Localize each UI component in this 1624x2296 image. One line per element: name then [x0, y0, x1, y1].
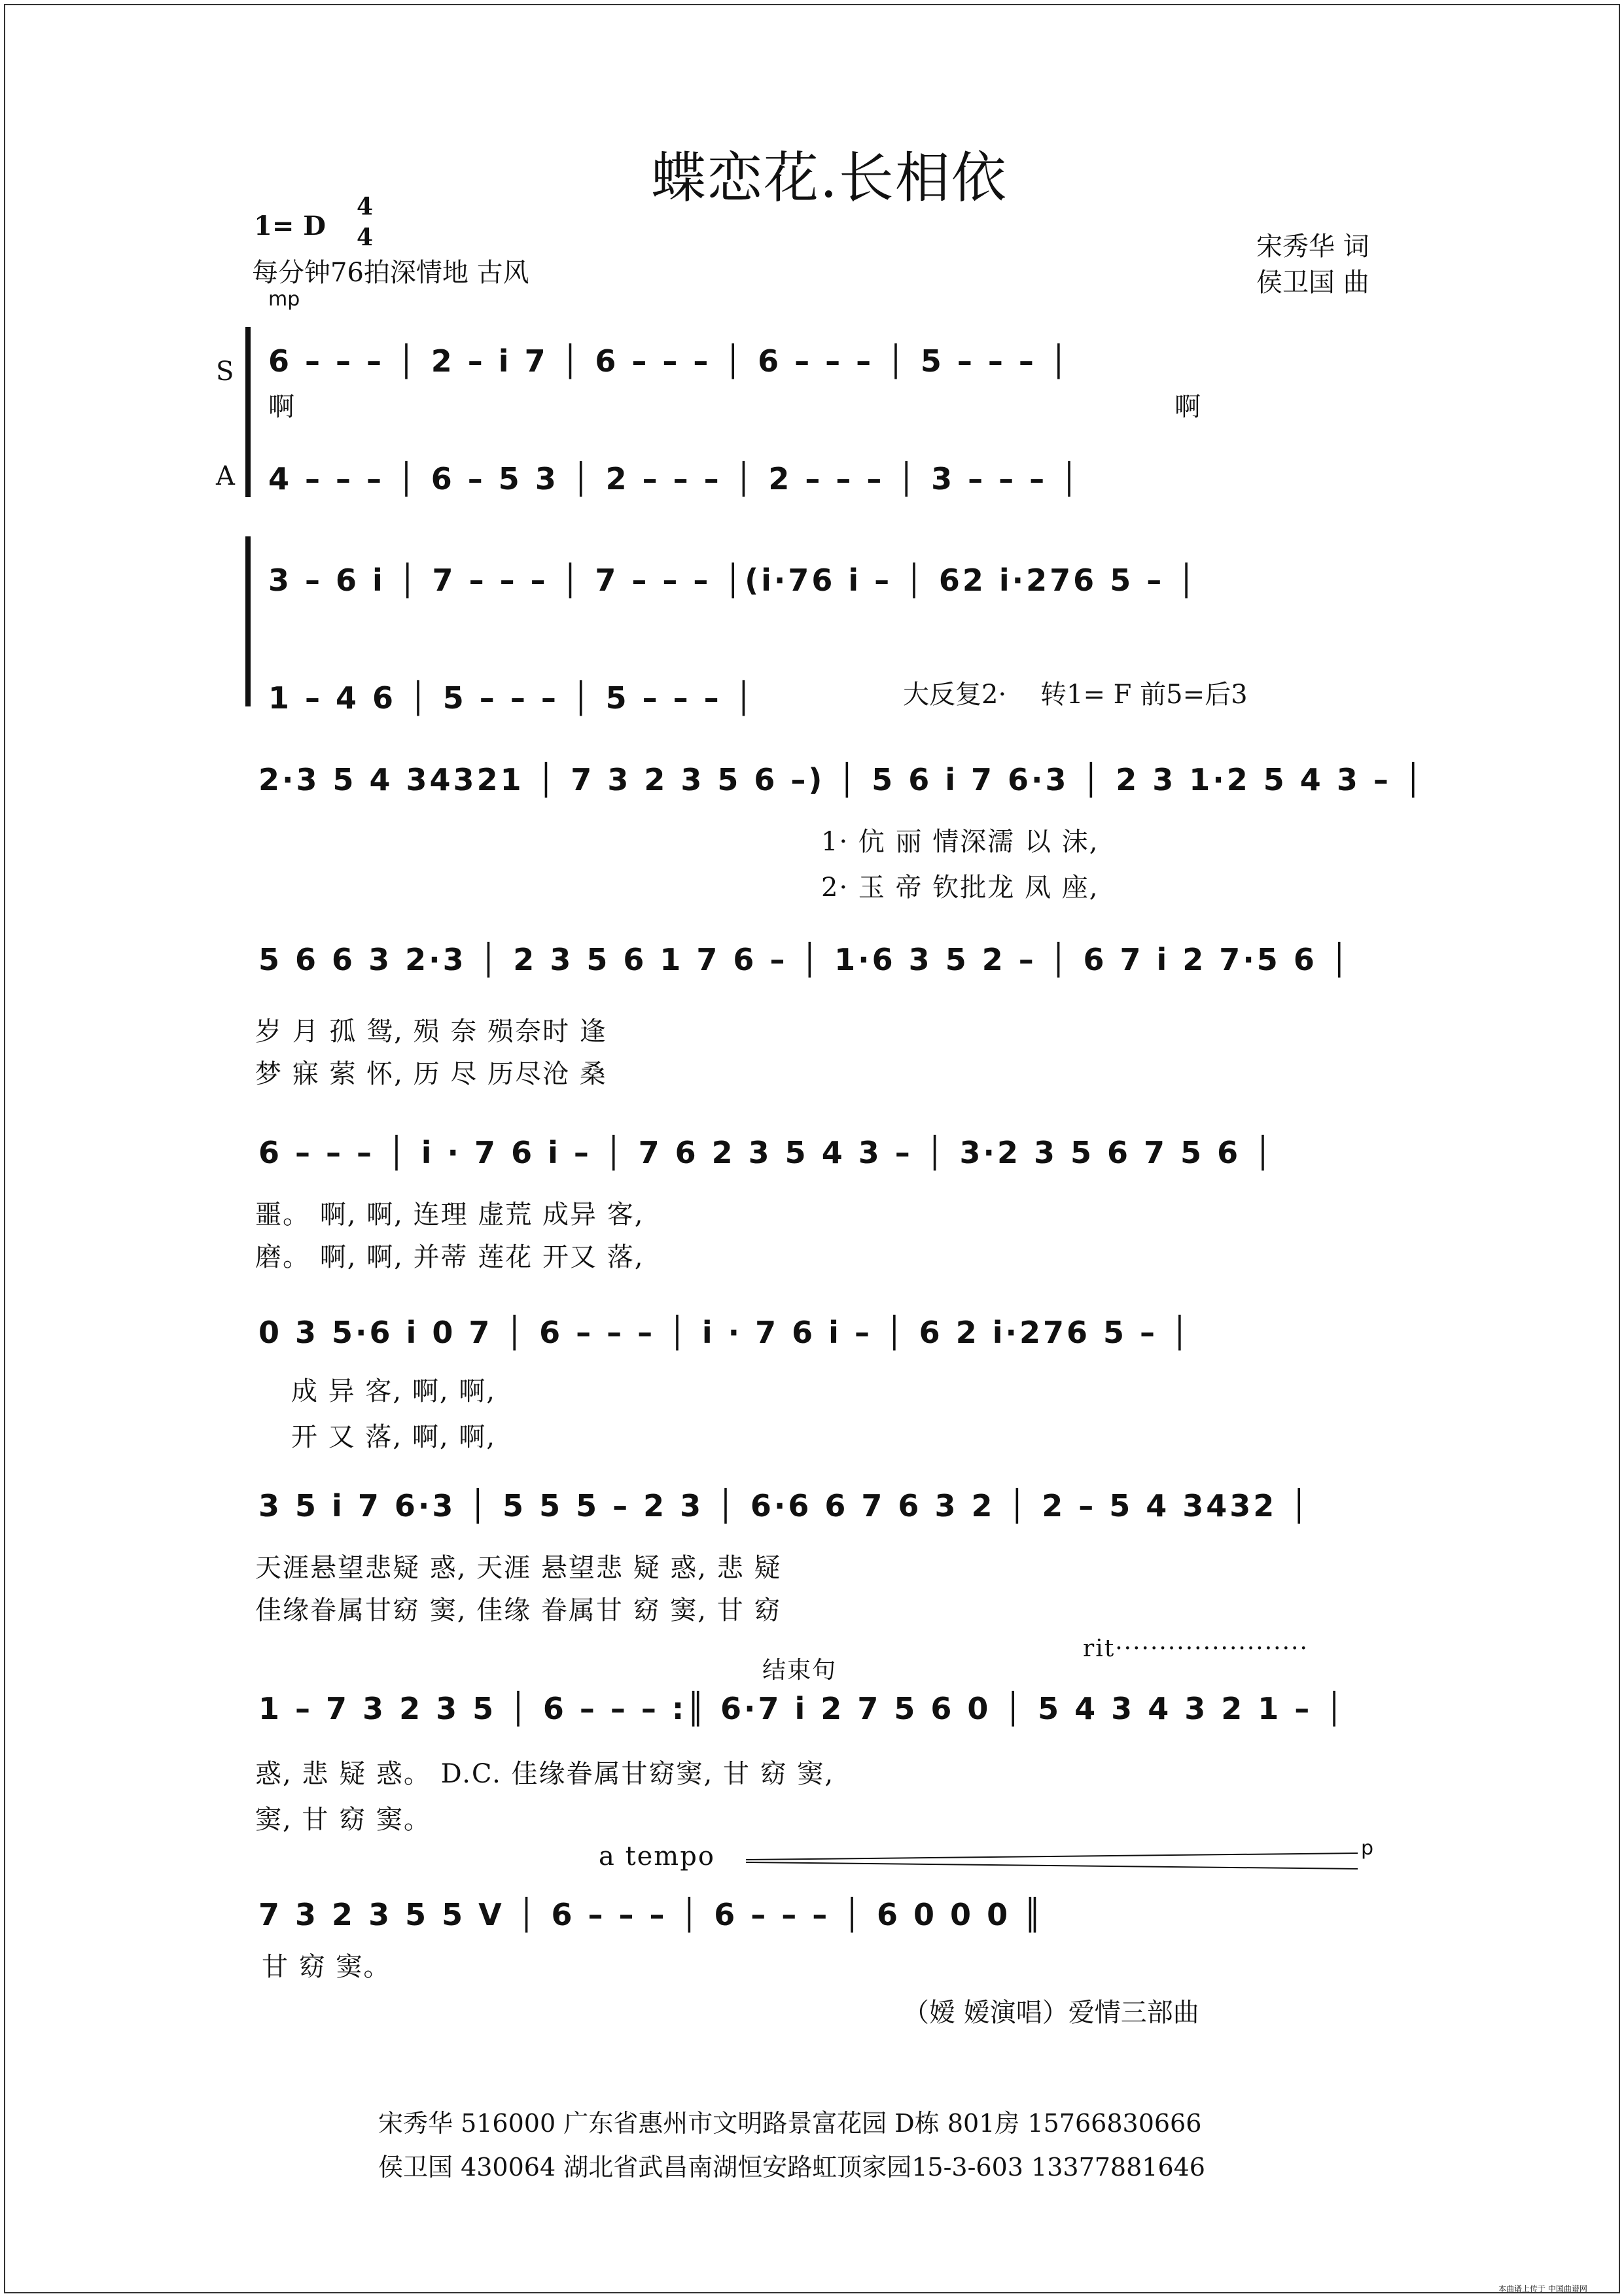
- contact-line-2: 侯卫国 430064 湖北省武昌南湖恒安路虹顶家园15-3-603 13377881646: [378, 2153, 1205, 2182]
- contact-line-1: 宋秀华 516000 广东省惠州市文明路景富花园 D栋 801房 15766830666: [378, 2109, 1202, 2138]
- repeat-instruction: 大反复2·: [903, 680, 1007, 710]
- sys4-lyric-verse2: 梦 寐 萦 怀, 历 尽 历尽沧 桑: [255, 1059, 607, 1089]
- lyricist: 宋秀华 词: [1256, 232, 1369, 262]
- voice-label-s: S: [216, 357, 234, 387]
- sys7-notes: 3 5 i 7 6·3 │ 5 5 5 – 2 3 │ 6·6 6 7 6 3 2 │ 2 – 5 4 3432 │: [258, 1488, 1311, 1523]
- sys6-lyric-verse1: 成 异 客, 啊, 啊,: [291, 1376, 497, 1406]
- song-title: 蝶恋花.长相依: [651, 146, 1008, 210]
- voice-label-a: A: [216, 461, 235, 491]
- dynamic-p: p: [1361, 1837, 1374, 1860]
- sys9-notes: 7 3 2 3 5 5 V │ 6 – – – │ 6 – – – │ 6 0 0 0 ║: [258, 1897, 1044, 1932]
- tempo-marking: 每分钟76拍深情地 古风: [252, 258, 529, 288]
- dynamic-mp: mp: [268, 288, 300, 311]
- sys5-lyric-verse2: 磨。 啊, 啊, 并蒂 莲花 开又 落,: [255, 1242, 644, 1272]
- sys8-lyric-verse2: 窦, 甘 窈 窦。: [255, 1805, 431, 1835]
- sys3-lyric-verse1: 1· 伉 丽 情深濡 以 沫,: [821, 827, 1099, 857]
- sys7-lyric-verse2: 佳缘眷属甘窈 窦, 佳缘 眷属甘 窈 窦, 甘 窈: [255, 1595, 782, 1626]
- sys1-alto-notes: 4 – – – │ 6 – 5 3 │ 2 – – – │ 2 – – – │ 3 – – – │: [268, 461, 1081, 496]
- sys5-notes: 6 – – – │ i · 7 6 i – │ 7 6 2 3 5 4 3 – │ 3·2 3 5 6 7 5 6 │: [258, 1135, 1275, 1170]
- sys9-lyric: 甘 窈 窦。: [262, 1952, 391, 1982]
- sys3-notes: 2·3 5 4 34321 │ 7 3 2 3 5 6 –) │ 5 6 i 7 6·3 │ 2 3 1·2 5 4 3 – │: [258, 762, 1425, 797]
- time-bottom: 4: [357, 224, 374, 251]
- composer: 侯卫国 曲: [1256, 268, 1369, 298]
- ritardando-marking: rit······················: [1083, 1635, 1309, 1662]
- singer-credit: （嫒 嫒演唱）爱情三部曲: [903, 1998, 1199, 2028]
- sys5-lyric-verse1: 噩。 啊, 啊, 连理 虚荒 成异 客,: [255, 1200, 644, 1230]
- sys6-lyric-verse2: 开 又 落, 啊, 啊,: [291, 1422, 497, 1452]
- sys1-soprano-lyric-a: 啊: [268, 392, 296, 422]
- sys3-lyric-verse2: 2· 玉 帝 钦批龙 凤 座,: [821, 873, 1099, 903]
- sys4-lyric-verse1: 岁 月 孤 鸳, 殒 奈 殒奈时 逢: [255, 1017, 607, 1047]
- sys2-soprano-notes: 3 – 6 i │ 7 – – – │ 7 – – – │(i·76 i – │ 62 i·276 5 – │: [268, 563, 1198, 598]
- a-tempo-marking: a tempo: [599, 1841, 715, 1871]
- sys8-lyric-verse1: 惑, 悲 疑 惑。 D.C. 佳缘眷属甘窈窦, 甘 窈 窦,: [255, 1759, 835, 1789]
- sys1-soprano-lyric-b: 啊: [1174, 392, 1202, 422]
- time-top: 4: [357, 193, 374, 220]
- sys4-notes: 5 6 6 3 2·3 │ 2 3 5 6 1 7 6 – │ 1·6 3 5 2 – │ 6 7 i 2 7·5 6 │: [258, 942, 1351, 977]
- sys7-lyric-verse1: 天涯悬望悲疑 惑, 天涯 悬望悲 疑 惑, 悲 疑: [255, 1553, 782, 1583]
- sys1-soprano-notes: 6 – – – │ 2 – i 7 │ 6 – – – │ 6 – – – │ 5 – – – │: [268, 343, 1070, 379]
- modulation-instruction: 转1= F 前5=后3: [1040, 680, 1248, 710]
- system1-bracket: [245, 327, 251, 497]
- sys6-notes: 0 3 5·6 i 0 7 │ 6 – – – │ i · 7 6 i – │ 6 2 i·276 5 – │: [258, 1315, 1192, 1350]
- sys2-alto-notes: 1 – 4 6 │ 5 – – – │ 5 – – – │: [268, 680, 756, 716]
- watermark: 本曲谱上传于 中国曲谱网: [1498, 2284, 1587, 2293]
- key-signature: 1= D: [254, 211, 326, 241]
- decrescendo-hairpin: [746, 1848, 1361, 1874]
- sys8-notes: 1 – 7 3 2 3 5 │ 6 – – – :║ 6·7 i 2 7 5 6 0 │ 5 4 3 4 3 2 1 – │: [258, 1691, 1346, 1726]
- system2-bracket: [245, 536, 251, 706]
- ending-label: 结束句: [762, 1657, 838, 1684]
